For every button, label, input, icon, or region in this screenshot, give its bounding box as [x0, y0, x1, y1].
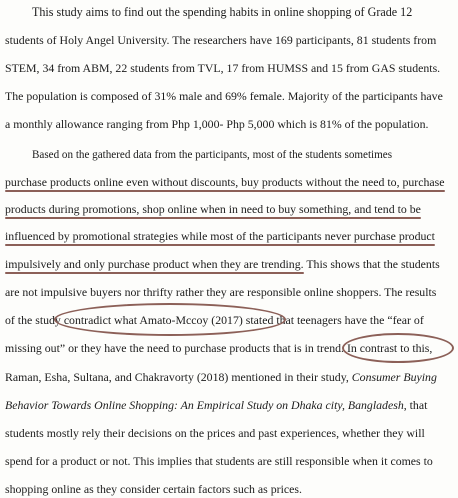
text-line [5, 256, 458, 272]
underlined-text: products during promotions, shop online when in need to buy something, and tend to be [5, 202, 421, 216]
text-segment: a monthly allowance ranging from Php 1,000- Php 5,000 which is 81% of the population. [5, 117, 429, 131]
text-line [5, 453, 458, 469]
text-segment: , that [403, 398, 428, 412]
text-segment: are not impulsive buyers nor thrifty rather they are responsible online shoppers. The results [5, 285, 437, 299]
text-segment: of the study [5, 313, 64, 327]
text-line [5, 397, 458, 413]
text-segment: STEM, 34 from ABM, 22 students from TVL, 17 from HUMSS and 15 from GAS students. [5, 61, 441, 75]
text-segment: students of Holy Angel University. The researchers have 169 participants, 81 students from [5, 33, 437, 47]
text-segment: that teenagers have the “fear of [273, 313, 424, 327]
text-segment: Raman, Esha, Sultana, and Chakravorty (2018) mentioned in their study, [5, 370, 352, 384]
circled-text: contradict what Amato-Mccoy (2017) stated [63, 313, 274, 327]
text-line [32, 4, 452, 20]
underlined-text: impulsively and only purchase product when they are trending. [5, 257, 304, 271]
italic-title: Behavior Towards Online Shopping: An Empirical Study on Dhaka city, Bangladesh [5, 398, 404, 412]
text-line [5, 369, 458, 385]
text-line [5, 174, 458, 190]
text-line [5, 32, 458, 48]
text-segment: The population is composed of 31% male and 69% female. Majority of the participants have [5, 89, 443, 103]
text-line [5, 116, 458, 132]
text-segment: students mostly rely their decisions on the prices and past experiences, whether they will [5, 426, 425, 440]
text-line [5, 228, 458, 244]
text-line [32, 147, 458, 163]
text-segment: shopping online as they consider certain factors such as prices. [5, 482, 302, 496]
text-line [5, 481, 458, 497]
text-segment: missing out” or they have the need to purchase products that is in trend. [5, 341, 347, 355]
text-line [5, 284, 458, 300]
underlined-text: influenced by promotional strategies while most of the participants never purchase product [5, 229, 435, 243]
text-line [5, 425, 458, 441]
underlined-text: purchase products online even without discounts, buy products without the need to, purchase [5, 175, 445, 189]
text-segment: This study aims to find out the spending habits in online shopping of Grade 12 [32, 5, 413, 19]
text-line [5, 88, 458, 104]
text-segment: spend for a product or not. This implies that students are still responsible when it comes to [5, 454, 433, 468]
text-segment: Based on the gathered data from the participants, most of the students sometimes [32, 149, 393, 161]
text-line [5, 201, 458, 217]
text-line [5, 340, 458, 356]
text-line [5, 60, 458, 76]
italic-title: Consumer Buying [351, 370, 437, 384]
text-segment: This shows that the students [303, 257, 440, 271]
circled-text: In contrast to this, [346, 341, 433, 355]
text-line [5, 312, 458, 328]
